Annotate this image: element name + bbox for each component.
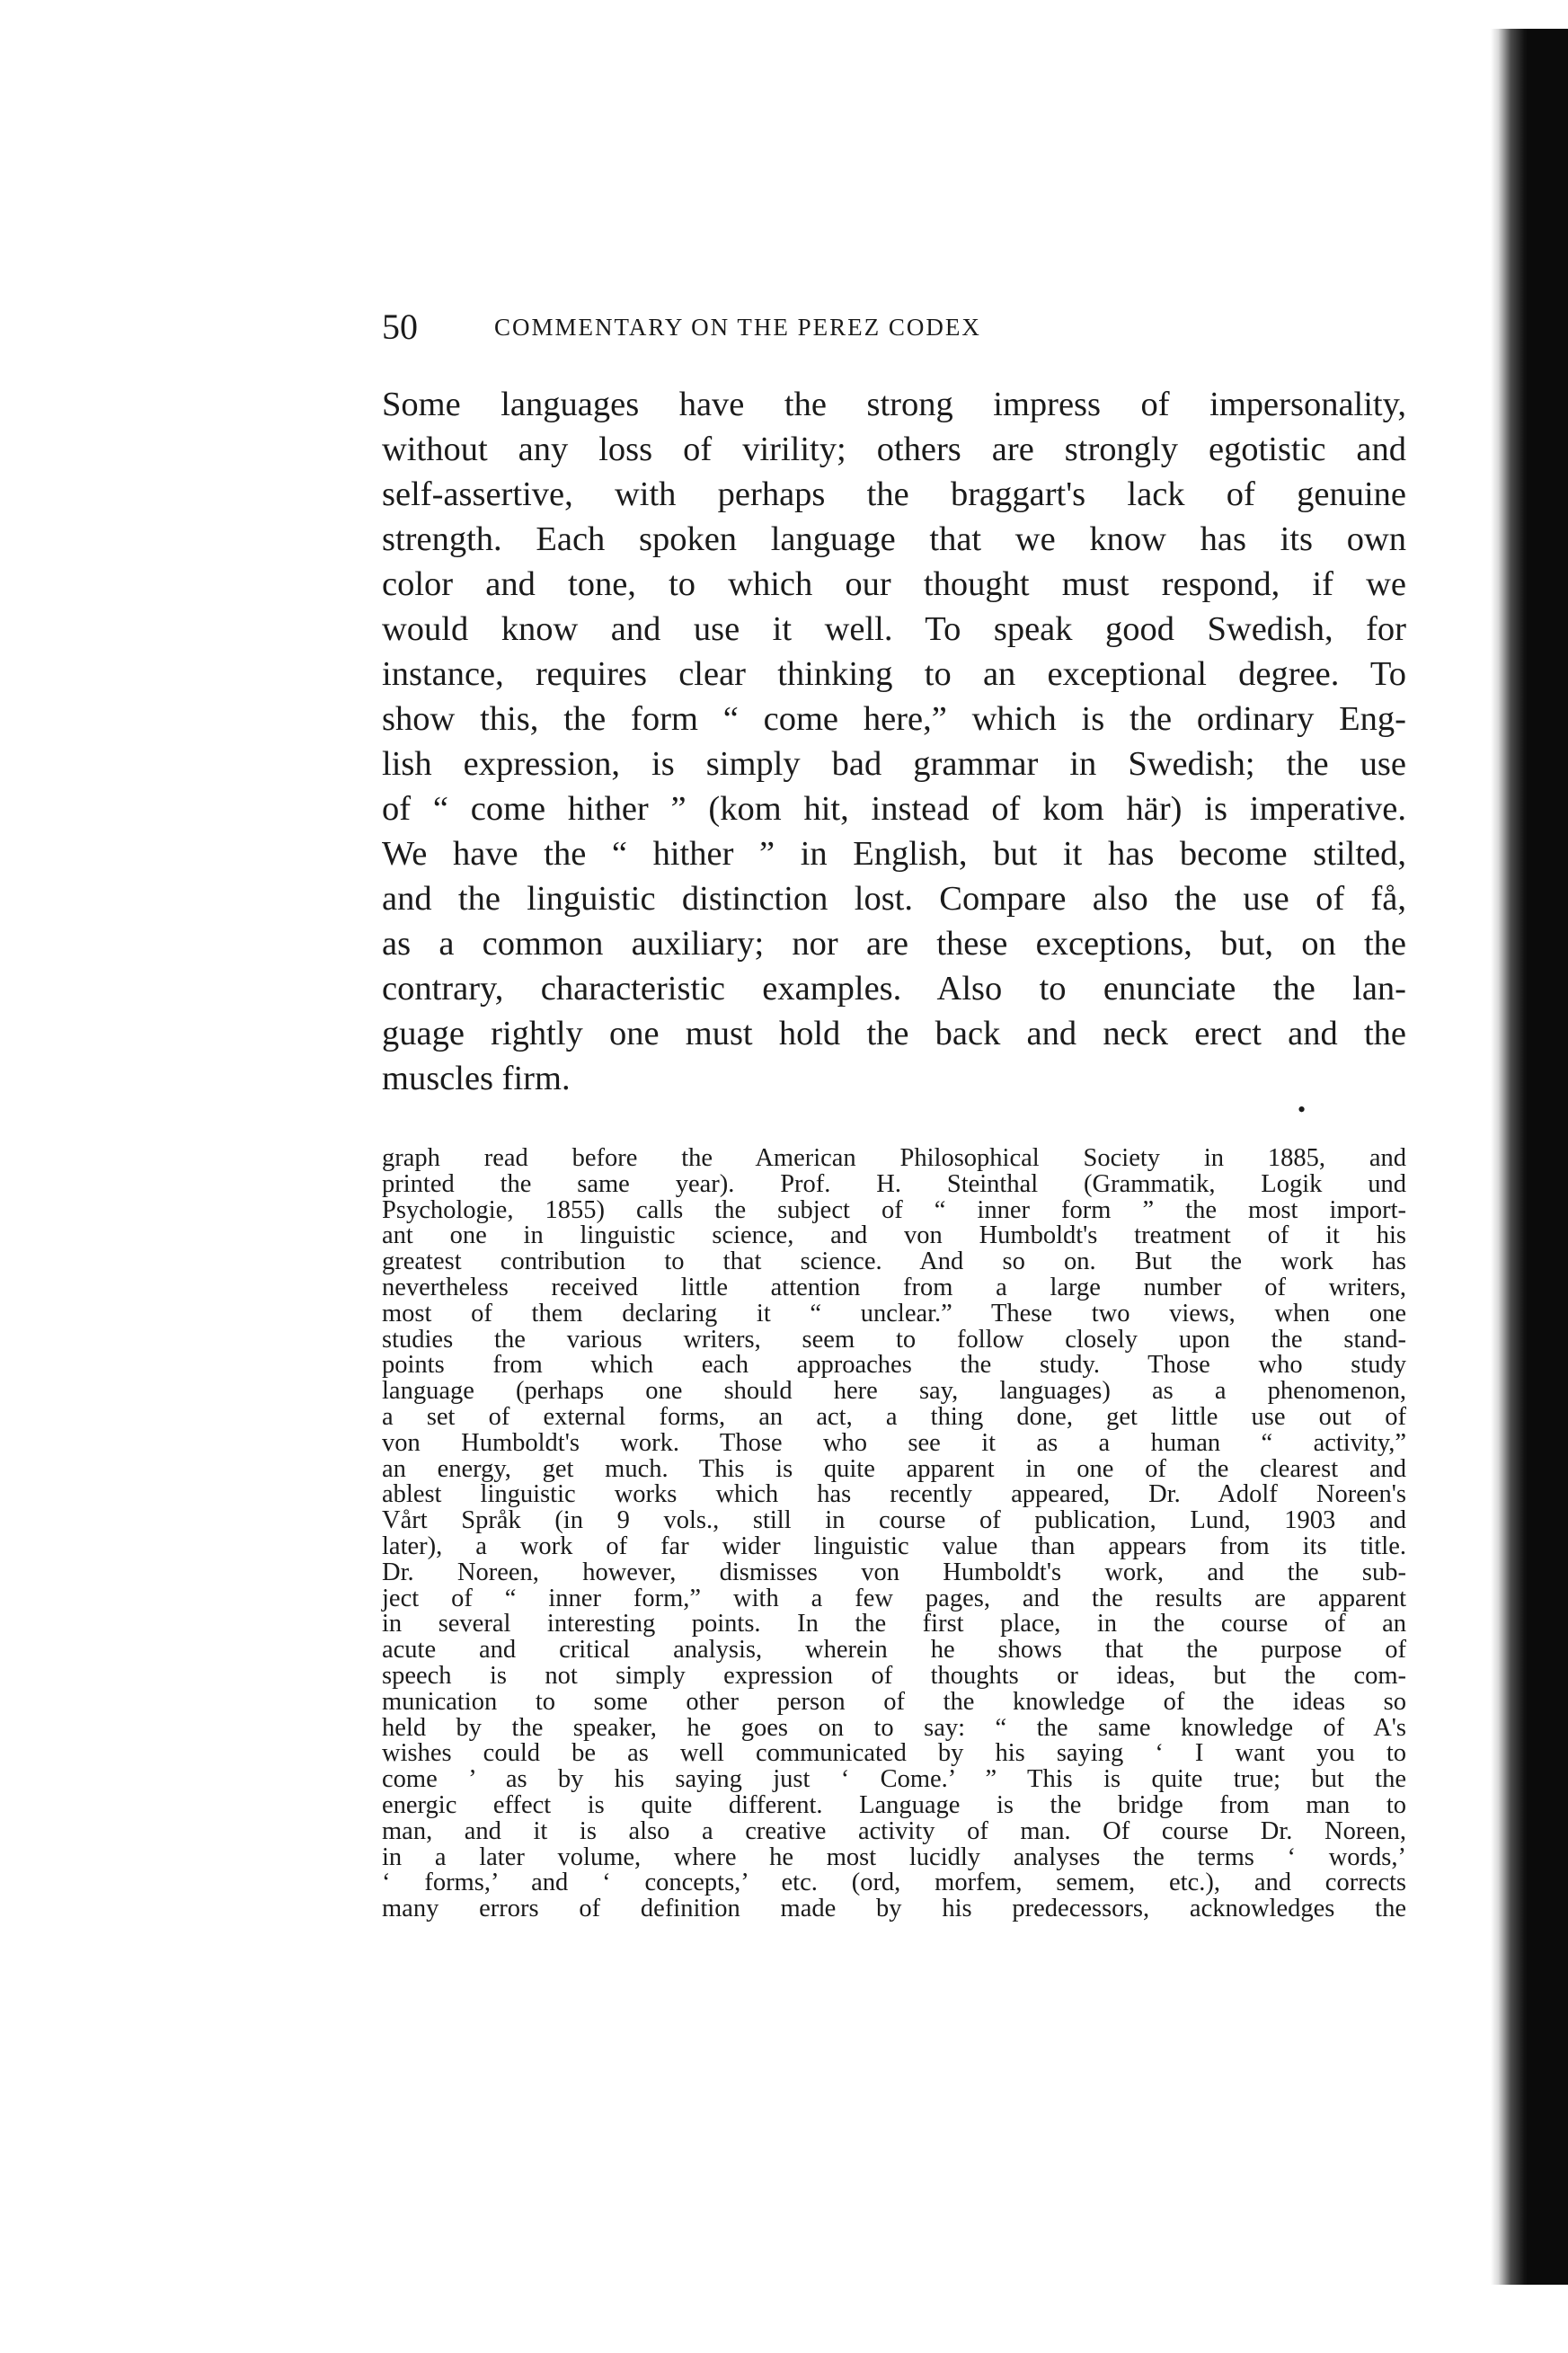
main-line: lish expression, is simply bad grammar in Swedish; the use [382,745,1406,783]
main-line: contrary, characteristic examples. Also to enunciate the lan- [382,970,1406,1008]
stray-ink-mark: • [1298,1097,1307,1123]
main-line: color and tone, to which our thought must respond, if we [382,565,1406,603]
footnote-line: ablest linguistic works which has recently appeared, Dr. Adolf Noreen's [382,1480,1406,1509]
footnote-line: come ’ as by his saying just ‘ Come.’ ” This is quite true; but the [382,1765,1406,1794]
footnote-line: language (perhaps one should here say, languages) as a phenomenon, [382,1377,1406,1406]
footnote-line: nevertheless received little attention from a large number of writers, [382,1273,1406,1301]
footnote-line: studies the various writers, seem to follow closely upon the stand- [382,1325,1406,1354]
main-line: would know and use it well. To speak good Swedish, for [382,610,1406,648]
main-line: instance, requires clear thinking to an exceptional degree. To [382,655,1406,693]
footnote-line: ject of “ inner form,” with a few pages, and the results are apparent [382,1584,1406,1612]
footnote-line: most of them declaring it “ unclear.” These two views, when one [382,1299,1406,1327]
footnote-line: in several interesting points. In the first place, in the course of an [382,1610,1406,1638]
main-line: strength. Each spoken language that we know has its own [382,520,1406,558]
footnote-line: ant one in linguistic science, and von Humboldt's treatment of it his [382,1221,1406,1250]
footnote-line: Dr. Noreen, however, dismisses von Humboldt's work, and the sub- [382,1558,1406,1586]
footnote-line: points from which each approaches the study. Those who study [382,1351,1406,1380]
footnote-line: an energy, get much. This is quite apparent in one of the clearest and [382,1454,1406,1483]
main-line: as a common auxiliary; nor are these exceptions, but, on the [382,925,1406,963]
main-line: and the linguistic distinction lost. Compare also the use of få, [382,880,1406,918]
footnote-line: Vårt Språk (in 9 vols., still in course of publication, Lund, 1903 and [382,1506,1406,1535]
main-line: without any loss of virility; others are strongly egotistic and [382,431,1406,468]
footnote-line: a set of external forms, an act, a thing done, get little use out of [382,1402,1406,1431]
page-header [382,300,1406,354]
main-line: We have the “ hither ” in English, but it has become stilted, [382,835,1406,873]
main-line: self-assertive, with perhaps the braggart's lack of genuine [382,475,1406,513]
main-line: guage rightly one must hold the back and neck erect and the [382,1015,1406,1052]
main-paragraph [382,382,1406,1101]
footnote-line: speech is not simply expression of thoughts or ideas, but the com- [382,1661,1406,1690]
footnote-line: man, and it is also a creative activity of man. Of course Dr. Noreen, [382,1816,1406,1845]
main-line: of “ come hither ” (kom hit, instead of kom här) is imperative. [382,790,1406,828]
footnote-line: in a later volume, where he most lucidly analyses the terms ‘ words,’ [382,1842,1406,1871]
footnote-line: acute and critical analysis, wherein he shows that the purpose of [382,1636,1406,1665]
footnote-line: munication to some other person of the knowledge of the ideas so [382,1687,1406,1716]
main-line: show this, the form “ come here,” which is the ordinary Eng- [382,700,1406,738]
main-line: Some languages have the strong impress of impersonality, [382,386,1406,423]
footnote-line: held by the speaker, he goes on to say: “ the same knowledge of A's [382,1713,1406,1742]
footnote-line: wishes could be as well communicated by his saying ‘ I want you to [382,1739,1406,1768]
footnote-line: printed the same year). Prof. H. Steinthal (Grammatik, Logik und [382,1169,1406,1198]
page-number: 50 [382,306,418,347]
footnote-line: energic effect is quite different. Language is the bridge from man to [382,1790,1406,1819]
footnote-line: later), a work of far wider linguistic value than appears from its title. [382,1532,1406,1560]
footnote-line: many errors of definition made by his predecessors, acknowledges the [382,1895,1406,1923]
book-binding-shadow [1527,29,1568,2285]
footnote-line: greatest contribution to that science. And so on. But the work has [382,1248,1406,1276]
footnote [382,1146,1406,1922]
footnote-line: Psychologie, 1855) calls the subject of “ inner form ” the most import- [382,1195,1406,1224]
footnote-line: graph read before the American Philosophical Society in 1885, and [382,1144,1406,1172]
footnote-line: ‘ forms,’ and ‘ concepts,’ etc. (ord, morfem, semem, etc.), and corrects [382,1869,1406,1897]
running-title: COMMENTARY ON THE PEREZ CODEX [494,314,981,341]
footnote-line: von Humboldt's work. Those who see it as a human “ activity,” [382,1428,1406,1457]
main-line-last: muscles firm. [382,1060,571,1097]
